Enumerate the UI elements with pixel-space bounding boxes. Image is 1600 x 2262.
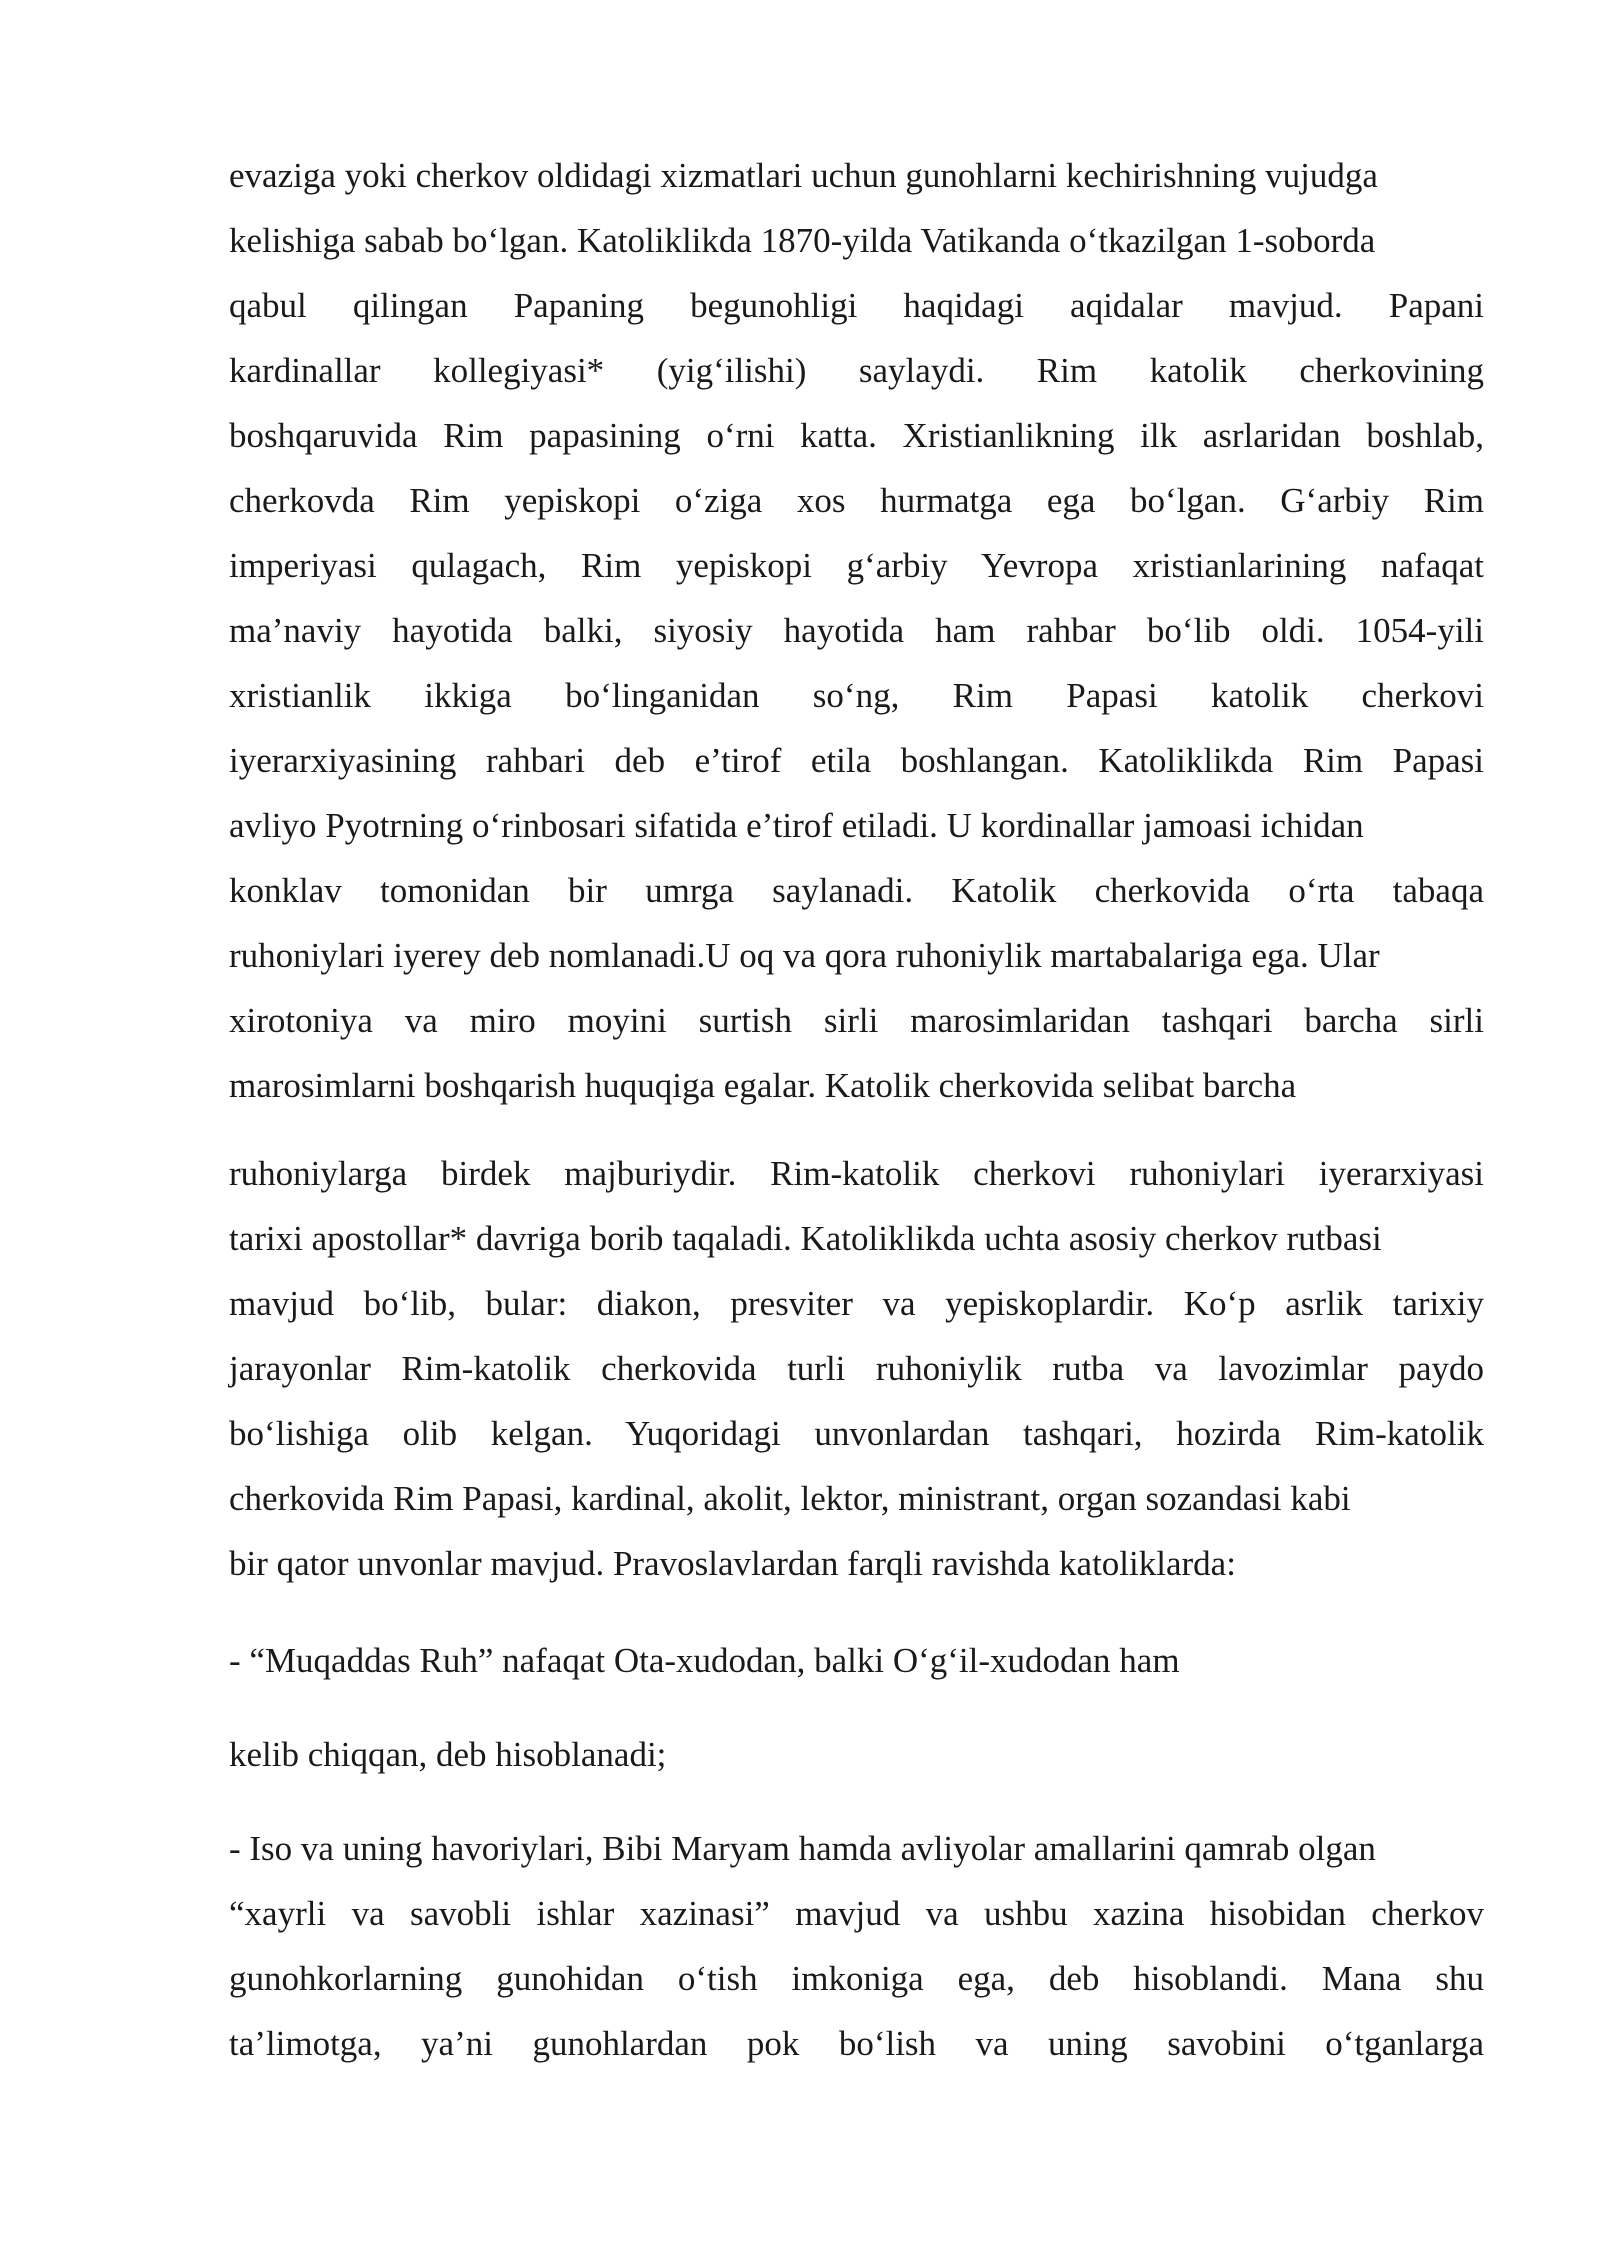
text-line: ruhoniylari iyerey deb nomlanadi.U oq va qora ruhoniylik martabalariga ega. Ular: [229, 936, 1380, 975]
text-line: iyerarxiyasining rahbari deb e’tirof etila boshlangan. Katoliklikda Rim Papasi: [229, 741, 1484, 780]
text-line: konklav tomonidan bir umrga saylanadi. Katolik cherkovida o‘rta tabaqa: [229, 871, 1484, 910]
paragraph-papacy: [229, 143, 1484, 1118]
text-line: - “Muqaddas Ruh” nafaqat Ota-xudodan, balki O‘g‘il-xudodan ham: [229, 1641, 1180, 1680]
text-line: evaziga yoki cherkov oldidagi xizmatlari uchun gunohlarni kechirishning vujudga: [229, 156, 1378, 195]
text-line: ruhoniylarga birdek majburiydir. Rim-katolik cherkovi ruhoniylari iyerarxiyasi: [229, 1154, 1484, 1193]
paragraph-clergy-hierarchy: [229, 1141, 1484, 1596]
text-line: boshqaruvida Rim papasining o‘rni katta. Xristianlikning ilk asrlaridan boshlab,: [229, 416, 1484, 455]
text-line: marosimlarni boshqarish huquqiga egalar. Katolik cherkovida selibat barcha: [229, 1066, 1297, 1105]
list-item-holy-spirit: [229, 1628, 1484, 1693]
text-line: avliyo Pyotrning o‘rinbosari sifatida e’tirof etiladi. U kordinallar jamoasi ichidan: [229, 806, 1364, 845]
text-line: xristianlik ikkiga bo‘linganidan so‘ng, Rim Papasi katolik cherkovi: [229, 676, 1484, 715]
text-line: mavjud bo‘lib, bular: diakon, presviter va yepiskoplardir. Ko‘p asrlik tarixiy: [229, 1284, 1484, 1323]
list-item-treasury: [229, 1816, 1484, 2076]
text-line: cherkovda Rim yepiskopi o‘ziga xos hurmatga ega bo‘lgan. G‘arbiy Rim: [229, 481, 1484, 520]
text-line: kardinallar kollegiyasi* (yig‘ilishi) saylaydi. Rim katolik cherkovining: [229, 351, 1484, 390]
text-line: kelib chiqqan, deb hisoblanadi;: [229, 1735, 667, 1774]
text-line: kelishiga sabab bo‘lgan. Katoliklikda 1870-yilda Vatikanda o‘tkazilgan 1-soborda: [229, 221, 1376, 260]
text-line: jarayonlar Rim-katolik cherkovida turli ruhoniylik rutba va lavozimlar paydo: [229, 1349, 1484, 1388]
text-line: tarixi apostollar* davriga borib taqaladi. Katoliklikda uchta asosiy cherkov rutbasi: [229, 1219, 1382, 1258]
text-line: ma’naviy hayotida balki, siyosiy hayotida ham rahbar bo‘lib oldi. 1054-yili: [229, 611, 1484, 650]
text-line: gunohkorlarning gunohidan o‘tish imkoniga ega, deb hisoblandi. Mana shu: [229, 1959, 1484, 1998]
text-line: ta’limotga, ya’ni gunohlardan pok bo‘lish va uning savobini o‘tganlarga: [229, 2024, 1484, 2063]
text-line: bo‘lishiga olib kelgan. Yuqoridagi unvonlardan tashqari, hozirda Rim-katolik: [229, 1414, 1484, 1453]
text-line: xirotoniya va miro moyini surtish sirli marosimlaridan tashqari barcha sirli: [229, 1001, 1484, 1040]
text-line: bir qator unvonlar mavjud. Pravoslavlardan farqli ravishda katoliklarda:: [229, 1544, 1236, 1583]
text-line: - Iso va uning havoriylari, Bibi Maryam hamda avliyolar amallarini qamrab olgan: [229, 1829, 1376, 1868]
list-item-continuation: [229, 1722, 1484, 1787]
text-line: imperiyasi qulagach, Rim yepiskopi g‘arbiy Yevropa xristianlarining nafaqat: [229, 546, 1484, 585]
text-line: qabul qilingan Papaning begunohligi haqidagi aqidalar mavjud. Papani: [229, 286, 1484, 325]
text-line: cherkovida Rim Papasi, kardinal, akolit, lektor, ministrant, organ sozandasi kabi: [229, 1479, 1351, 1518]
text-line: “xayrli va savobli ishlar xazinasi” mavjud va ushbu xazina hisobidan cherkov: [229, 1894, 1484, 1933]
